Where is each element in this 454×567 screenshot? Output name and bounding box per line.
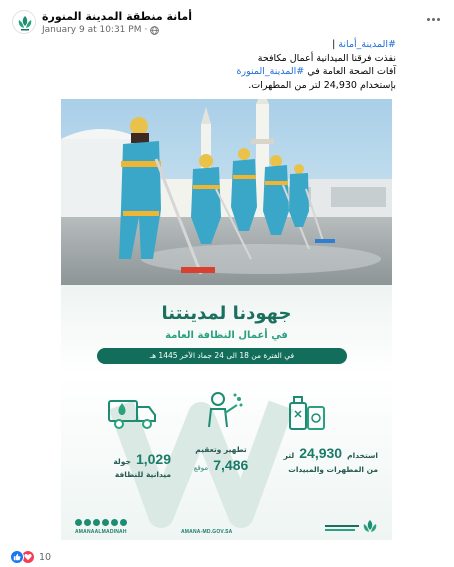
poster-subtitle: في أعمال النظافة العامة (165, 330, 288, 341)
stat-unit: لتر (283, 451, 295, 460)
poster-footer (61, 513, 392, 540)
hashtag-link[interactable]: #المدينة_المنورة (236, 66, 305, 77)
more-options-icon[interactable] (422, 12, 444, 26)
disinfectant-bottles-icon (286, 393, 328, 433)
caption-line-4: بإستخدام 24,930 لتر من المطهرات. (248, 79, 396, 91)
post-meta (42, 25, 159, 35)
hashtag-link[interactable]: #المدينة_أمانة (338, 39, 396, 50)
tiktok-icon (120, 519, 127, 526)
period-banner: في الفترة من 18 الى 24 جماد الآخر 1445 هـ (97, 348, 347, 364)
infographic-poster (61, 285, 392, 540)
footer-website: AMANA-MD.GOV.SA (181, 529, 233, 535)
post-header (10, 8, 444, 36)
caption-line-1 (66, 38, 396, 52)
stat-number: 7,486 (213, 457, 249, 473)
caption-line-2: نفذت فرقنا الميدانية أعمال مكافحة (257, 52, 396, 64)
instagram-icon (75, 519, 82, 526)
amana-logo-icon (13, 11, 36, 34)
meta-separator: · (144, 25, 148, 35)
reactions-summary[interactable] (10, 549, 51, 565)
caption-line-3 (66, 65, 396, 79)
amana-footer-logo-icon (323, 517, 381, 537)
post-caption (66, 38, 396, 92)
x-icon (84, 519, 91, 526)
social-media-icons (75, 519, 127, 526)
stat-label: استخدام (347, 451, 378, 460)
cleaning-truck-icon (107, 395, 159, 431)
youtube-icon (93, 519, 100, 526)
footer-handle: AMANAALMADINAH (75, 529, 127, 535)
stat-number: 24,930 (299, 445, 343, 461)
like-icon (10, 550, 24, 564)
caption-text: آفات الصحة العامة في (304, 66, 396, 77)
stat-sublabel: ميدانية للنظافة (114, 470, 171, 479)
stat-label: تطهير وتعقيم (195, 445, 247, 454)
poster-title: جهودنا لمدينتنا (161, 303, 292, 324)
sprayer-worker-icon (203, 389, 245, 431)
stat-number: 1,029 (135, 451, 171, 467)
post-image[interactable] (61, 99, 392, 540)
stat-sublabel: من المطهرات والمبيدات (288, 465, 378, 474)
stat-unit: موقع (193, 464, 209, 472)
caption-text: | (332, 39, 339, 50)
snapchat-icon (111, 519, 118, 526)
page-name-link[interactable]: أمانة منطقة المدينة المنورة (42, 10, 193, 23)
post-timestamp[interactable]: January 9 at 10:31 PM (42, 25, 142, 35)
page-avatar[interactable] (12, 10, 36, 34)
stat-unit: جولة (113, 457, 131, 466)
globe-icon (150, 26, 159, 35)
stat-sanitized-sites (186, 445, 256, 474)
cleaning-workers-photo (61, 99, 392, 285)
reaction-count[interactable]: 10 (39, 551, 52, 563)
facebook-icon (102, 519, 109, 526)
stat-disinfectants (268, 443, 378, 474)
stat-field-tours (91, 449, 171, 479)
